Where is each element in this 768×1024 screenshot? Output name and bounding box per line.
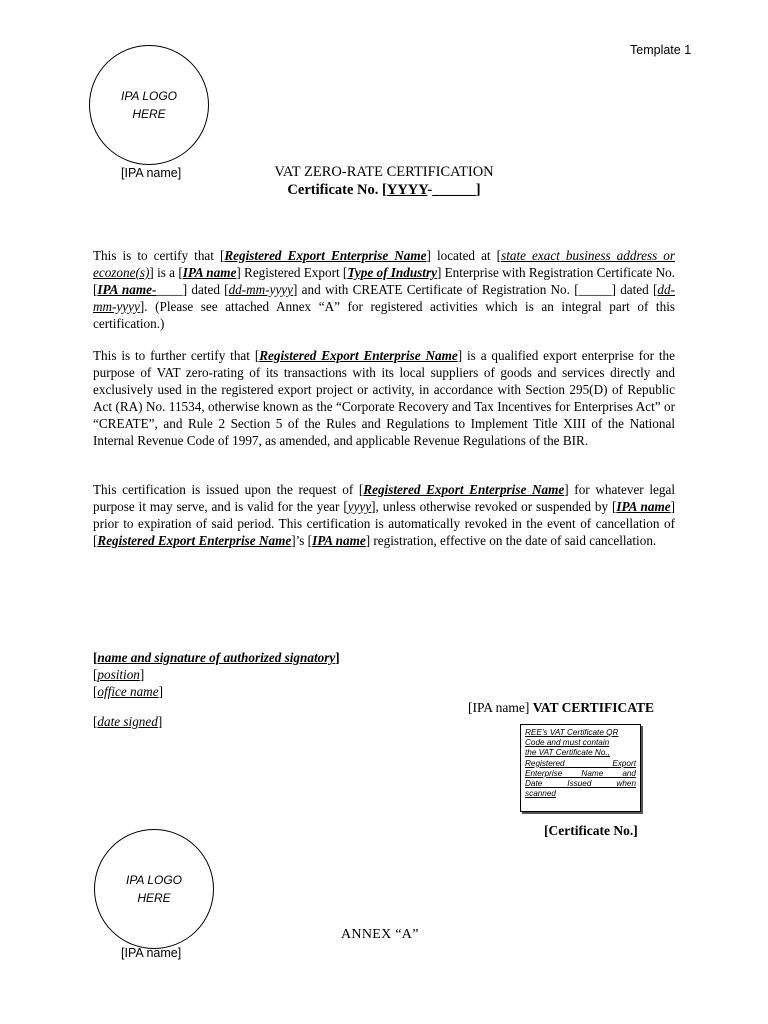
qr-text-line: REE’s VAT Certificate QR bbox=[525, 728, 619, 737]
annex-title: ANNEX “A” bbox=[341, 927, 419, 942]
paragraph-3: This certification is issued upon the request of [Registered Export Enterprise Name] for whatever legal purpose it may serve, and is valid for the year [yyyy], unless otherwise revoked or suspended by [IPA name] prior to expiration of said period. This certification is automatically revoked in the event of cancellation of [Registered Export Enterprise Name]’s [IPA name] registration, effective on the date of said cancellation. bbox=[93, 482, 675, 548]
qr-text-line: Registered Export bbox=[525, 758, 636, 768]
document-title: VAT ZERO-RATE CERTIFICATION bbox=[274, 164, 494, 180]
certificate-number-line: Certificate No. [YYYY-______] bbox=[287, 182, 481, 198]
logo-line2: HERE bbox=[132, 107, 166, 121]
ipa-logo-placeholder-bottom bbox=[94, 829, 214, 949]
qr-text-line: Code and must contain bbox=[525, 738, 610, 748]
qr-text-line: Enterprise Name and bbox=[525, 768, 636, 778]
logo-line1: IPA LOGO bbox=[120, 89, 177, 103]
paragraph-2: This is to further certify that [Registered Export Enterprise Name] is a qualified export enterprise for the purpose of VAT zero-rating of its transactions with its local suppliers of goods and services directly and exclusively used in the registered export project or activity, in accordance with Section 295(D) of Republic Act (RA) No. 11534, otherwise known as the “Corporate Recovery and Tax Incentives for Enterprises Act” or “CREATE”, and Rule 2 Section 5 of the Rules and Regulations to Implement Title XIII of the National Internal Revenue Code of 1997, as amended, and applicable Revenue Regulations of the BIR. bbox=[93, 348, 675, 448]
signatory-name: [name and signature of authorized signatory] bbox=[93, 650, 340, 665]
signatory-position: [position] bbox=[93, 667, 145, 682]
ipa-logo-placeholder bbox=[89, 45, 209, 165]
qr-text-line: Date Issued when bbox=[525, 779, 636, 789]
qr-text-line: the VAT Certificate No., bbox=[525, 748, 610, 758]
logo-line2: HERE bbox=[137, 891, 171, 905]
logo-text bbox=[109, 87, 189, 123]
ipa-name-label: [IPA name] bbox=[121, 166, 182, 180]
paragraph-1: This is to certify that [Registered Export Enterprise Name] located at [state exact business address or ecozone(s)] is a [IPA name] Registered Export [Type of Industry] Enterprise with Registration Certificate No. [IPA name-____] dated [dd-mm-yyyy] and with CREATE Certificate of Registration No. [_____] dated [dd-mm-yyyy]. (Please see attached Annex “A” for registered activities which is an integral part of this certification.) bbox=[93, 248, 675, 331]
ipa-name-label-bottom: [IPA name] bbox=[121, 946, 182, 960]
logo-text bbox=[114, 871, 194, 907]
qr-text-line: scanned bbox=[525, 789, 556, 799]
logo-line1: IPA LOGO bbox=[125, 873, 182, 887]
certificate-number-label: [Certificate No.] bbox=[544, 823, 638, 838]
qr-code-placeholder bbox=[520, 724, 641, 812]
template-label: Template 1 bbox=[630, 43, 692, 57]
vat-certificate-label: [IPA name] VAT CERTIFICATE bbox=[468, 700, 654, 715]
signatory-office: [office name] bbox=[93, 684, 163, 699]
signatory-date: [date signed] bbox=[93, 714, 163, 729]
